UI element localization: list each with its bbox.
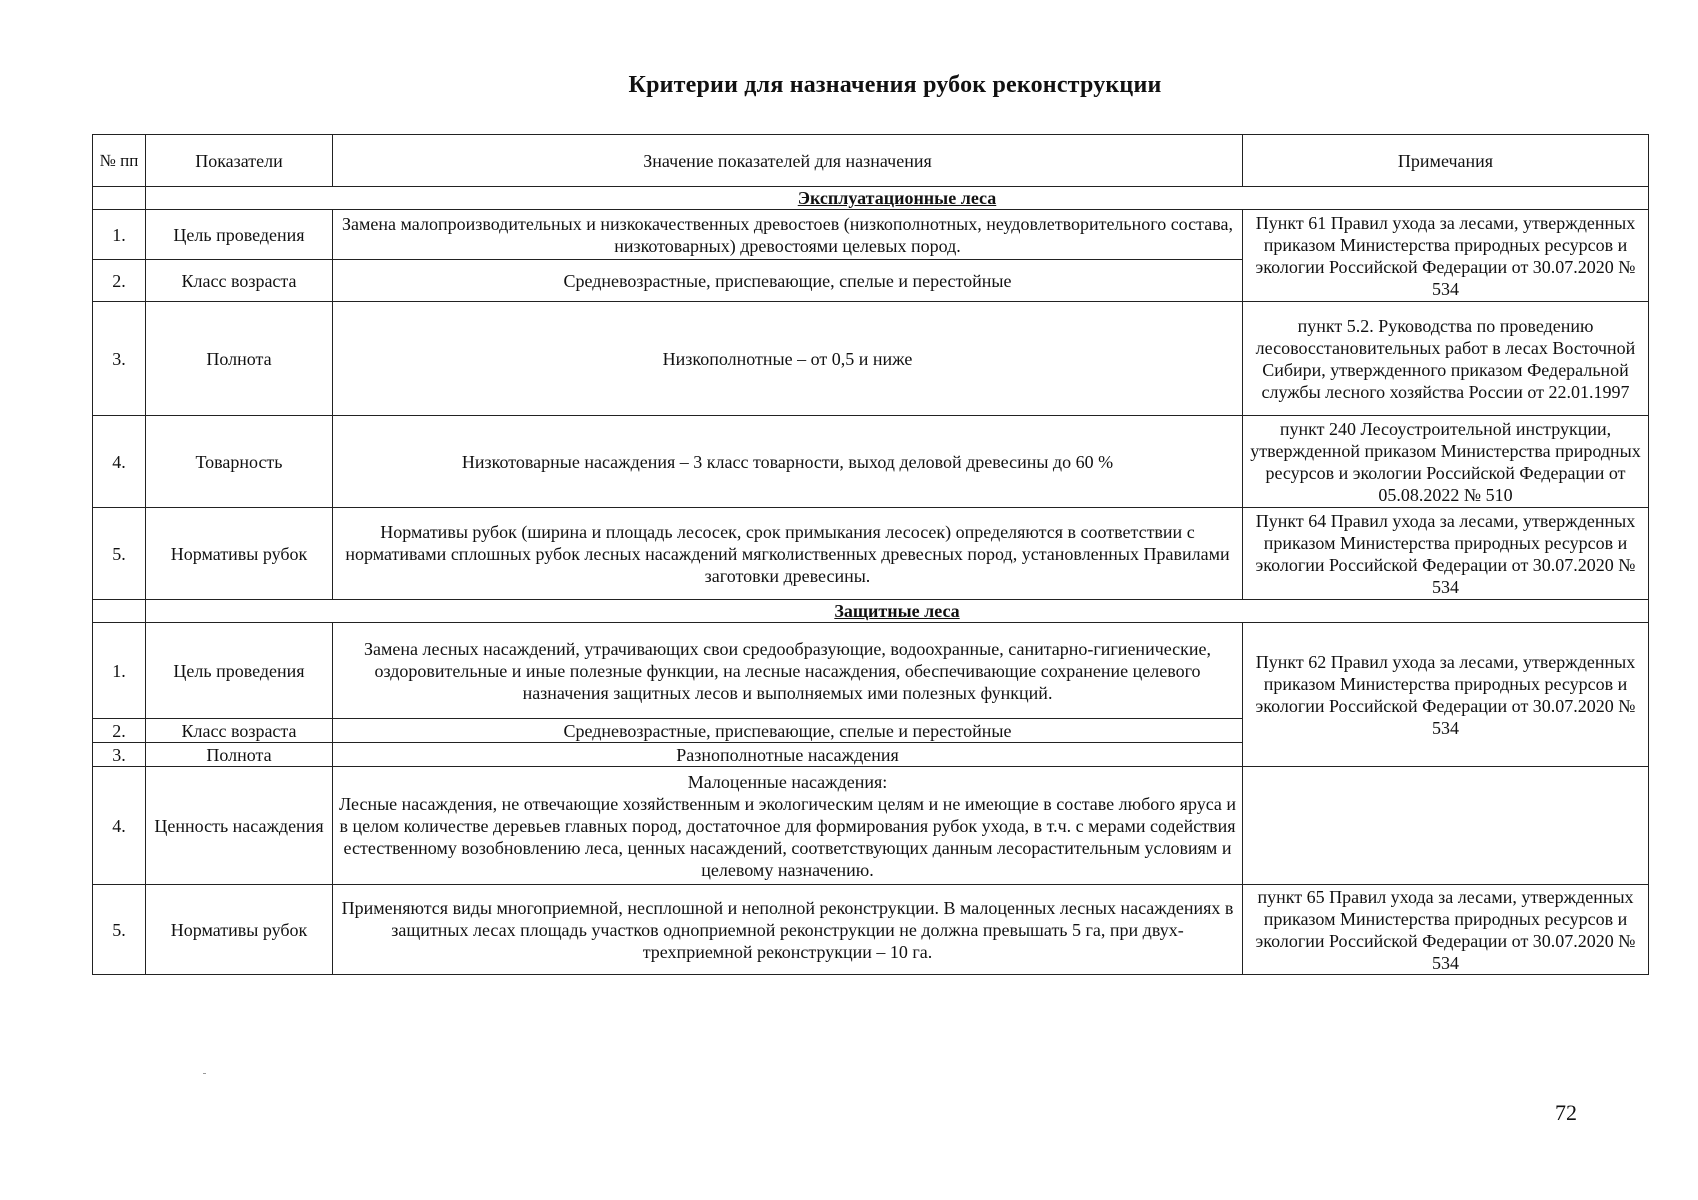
row-value-heading: Малоценные насаждения: [687,771,888,792]
row-note: пункт 240 Лесоустроительной инструкции, утвержденной приказом Министерства природных ресурсов и экологии Российской Федерации от 05.08.2022 № 510 [1243,416,1649,508]
header-num: № пп [93,135,146,187]
row-indicator: Класс возраста [146,260,333,302]
row-num: 3. [93,743,146,767]
row-value-text: Лесные насаждения, не отвечающие хозяйственным и экологическим целям и не имеющие в составе любого яруса и в целом количестве деревьев главных пород, достаточное для формирования рубок ухода, в т.ч. с мерами содействия естественному возобновлению леса, ценных насаждений, соответствующих данным лесорастительным условиям и целевому назначению. [338,793,1237,880]
table-row [93,508,1649,600]
row-note: Пункт 62 Правил ухода за лесами, утвержденных приказом Министерства природных ресурсов и экологии Российской Федерации от 30.07.2020 № 534 [1243,623,1649,767]
row-indicator: Цель проведения [146,623,333,719]
row-indicator: Нормативы рубок [146,885,333,975]
header-value: Значение показателей для назначения [333,135,1243,187]
row-num: 2. [93,260,146,302]
section-title-protective: Защитные леса [146,600,1649,623]
header-indicator: Показатели [146,135,333,187]
row-num: 4. [93,416,146,508]
row-indicator: Нормативы рубок [146,508,333,600]
row-indicator: Класс возраста [146,719,333,743]
criteria-table [92,134,1649,975]
table-row [93,767,1649,885]
scan-speck [203,1073,206,1074]
row-indicator: Полнота [146,743,333,767]
row-indicator: Полнота [146,302,333,416]
header-row [93,135,1649,187]
row-value: Средневозрастные, приспевающие, спелые и перестойные [333,260,1243,302]
row-num: 5. [93,508,146,600]
section-title-exploitation: Эксплуатационные леса [146,187,1649,210]
row-note: Пункт 64 Правил ухода за лесами, утвержденных приказом Министерства природных ресурсов и экологии Российской Федерации от 30.07.2020 № 534 [1243,508,1649,600]
row-note: пункт 5.2. Руководства по проведению лесовосстановительных работ в лесах Восточной Сибири, утвержденного приказом Федеральной службы лесного хозяйства России от 22.01.1997 [1243,302,1649,416]
row-num: 4. [93,767,146,885]
row-num: 2. [93,719,146,743]
row-num: 5. [93,885,146,975]
row-value [333,767,1243,885]
row-value: Разнополнотные насаждения [333,743,1243,767]
table-row [93,623,1649,719]
header-notes: Примечания [1243,135,1649,187]
row-value: Средневозрастные, приспевающие, спелые и перестойные [333,719,1243,743]
row-indicator: Цель проведения [146,210,333,260]
row-value: Замена лесных насаждений, утрачивающих свои средообразующие, водоохранные, санитарно-гигиенические, оздоровительные и иные полезные функции, на лесные насаждения, обеспечивающие сохранение целевого назначения защитных лесов и выполняемых ими полезных функций. [333,623,1243,719]
table-row [93,885,1649,975]
row-indicator: Ценность насаждения [146,767,333,885]
row-value: Замена малопроизводительных и низкокачественных древостоев (низкополнотных, неудовлетворительного состава, низкотоварных) древостоями целевых пород. [333,210,1243,260]
row-indicator: Товарность [146,416,333,508]
row-note: Пункт 61 Правил ухода за лесами, утвержденных приказом Министерства природных ресурсов и экологии Российской Федерации от 30.07.2020 № 534 [1243,210,1649,302]
row-value: Нормативы рубок (ширина и площадь лесосек, срок примыкания лесосек) определяются в соответствии с нормативами сплошных рубок лесных насаждений мягколиственных древесных пород, установленных Правилами заготовки древесины. [333,508,1243,600]
section-row [93,187,1649,210]
row-num: 1. [93,210,146,260]
row-num: 1. [93,623,146,719]
table-row [93,416,1649,508]
table-row [93,302,1649,416]
row-value: Низкотоварные насаждения – 3 класс товарности, выход деловой древесины до 60 % [333,416,1243,508]
page-number: 72 [1555,1100,1577,1125]
row-note-empty [1243,767,1649,885]
row-num: 3. [93,302,146,416]
page-title: Критерии для назначения рубок реконструкции [628,72,1162,98]
row-value: Низкополнотные – от 0,5 и ниже [333,302,1243,416]
row-note: пункт 65 Правил ухода за лесами, утвержденных приказом Министерства природных ресурсов и экологии Российской Федерации от 30.07.2020 № 534 [1243,885,1649,975]
section-row [93,600,1649,623]
table-row [93,210,1649,260]
row-value: Применяются виды многоприемной, несплошной и неполной реконструкции. В малоценных лесных насаждениях в защитных лесах площадь участков одноприемной реконструкции не должна превышать 5 га, при двух-трехприемной реконструкции – 10 га. [333,885,1243,975]
